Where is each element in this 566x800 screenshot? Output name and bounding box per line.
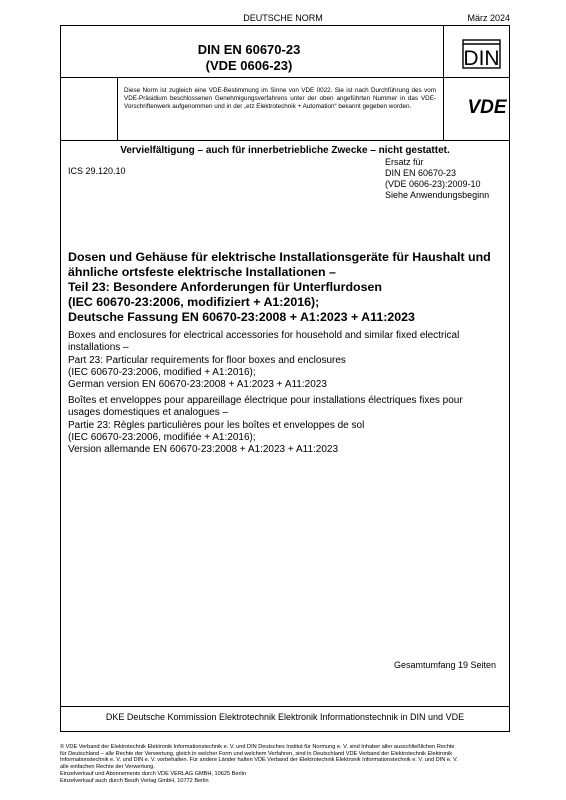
publication-date: März 2024 [467,13,510,23]
footer-line: Einzelverkauf auch durch Beuth Verlag GmbH, 10772 Berlin [60,777,209,784]
vde-logo-text: VDE [467,97,507,115]
german-title-line: Deutsche Fassung EN 60670-23:2008 + A1:2023 + A11:2023 [68,310,415,324]
notice-divider [60,140,510,141]
german-title-line: (IEC 60670-23:2006, modifiziert + A1:2016); [68,295,320,309]
left-column-divider [117,77,118,140]
english-title-line: (IEC 60670-23:2006, modified + A1:2016); [68,366,256,378]
vde-classification: (VDE 0606-23) [205,58,293,73]
replaced-edition: (VDE 0606-23):2009-10 [385,179,481,189]
replaced-standard: DIN EN 60670-23 [385,168,457,178]
vde-logo [455,97,519,115]
footer-line: Einzelverkauf und Abonnements durch VDE VERLAG GMBH, 10625 Berlin [60,770,246,777]
french-title-line: Boîtes et enveloppes pour appareillage électrique pour installations électriques fixes pour [68,395,463,406]
din-logo [462,39,501,69]
english-title-line: installations – [68,342,129,354]
dke-commission-line: DKE Deutsche Kommission Elektrotechnik Elektronik Informationstechnik in DIN und VDE [105,712,465,722]
french-title-line: (IEC 60670-23:2006, modifiée + A1:2016); [68,431,256,443]
english-title-line: Part 23: Particular requirements for floor boxes and enclosures [68,354,346,366]
french-title-line: Version allemande EN 60670-23:2008 + A1:2023 + A11:2023 [68,444,339,456]
total-pages: Gesamtumfang 19 Seiten [393,660,496,670]
standard-designation [60,42,438,74]
french-title-line: usages domestiques et analogues – [68,407,229,419]
copyright-footer [60,744,530,784]
french-title-line: Partie 23: Règles particulières pour les boîtes et enveloppes de sol [68,419,365,431]
application-note: Siehe Anwendungsbeginn [385,190,490,200]
din-logo-text: DIN [463,47,500,69]
replaces-label: Ersatz für [385,157,424,167]
english-title [68,330,504,391]
german-title-line: ähnliche ortsfeste elektrische Installationen – [68,265,336,279]
reproduction-notice: Vervielfältigung – auch für innerbetriebliche Zwecke – nicht gestattet. [120,145,450,156]
footer-line: © VDE Verband der Elektrotechnik Elektronik Informationstechnik e. V. und DIN Deutsches Institut für Normung e. V. sind Inhaber aller ausschließlichen Rechte [60,744,455,750]
vde-registration-note: Diese Norm ist zugleich eine VDE-Bestimmung im Sinne von VDE 0022. Sie ist nach Durchführung des vom VDE-Präsidium beschlossenen Genehmigungsverfahrens unter der oben angeführten Nummer in das VDE-Vorschriftenwerk aufgenommen und in der „etz Elektrotechnik + Automation“ bekannt gegeben worden. [124,87,436,111]
standard-number: DIN EN 60670-23 [197,42,301,57]
dke-divider [60,706,510,707]
logo-column-divider [443,25,444,140]
english-title-line: German version EN 60670-23:2008 + A1:2023 + A11:2023 [68,379,327,391]
footer-line: Informationstechnik e. V. und DIN e. V. vorbehalten. Für andere Länder halten VDE Verband der Elektrotechnik Elektronik Informationstechnik e. V. und DIN e. V. [60,757,458,764]
footer-line: für Deutschland – alle Rechte der Verwertung, gleich in welcher Form und welchem Verfahren, sind in Deutschland VDE Verband der Elektrotechnik Elektronik [60,750,453,757]
french-title [68,395,504,456]
german-title [68,250,498,325]
document-category: DEUTSCHE NORM [243,13,323,23]
replacement-info [385,157,489,201]
german-title-line: Dosen und Gehäuse für elektrische Installationsgeräte für Haushalt und [68,250,491,264]
english-title-line: Boxes and enclosures for electrical accessories for household and similar fixed electrical [68,330,460,341]
footer-line: alle einfachen Rechte der Verwertung. [60,764,155,771]
german-title-line: Teil 23: Besondere Anforderungen für Unterflurdosen [68,280,382,294]
ics-code: ICS 29.120.10 [68,166,126,176]
